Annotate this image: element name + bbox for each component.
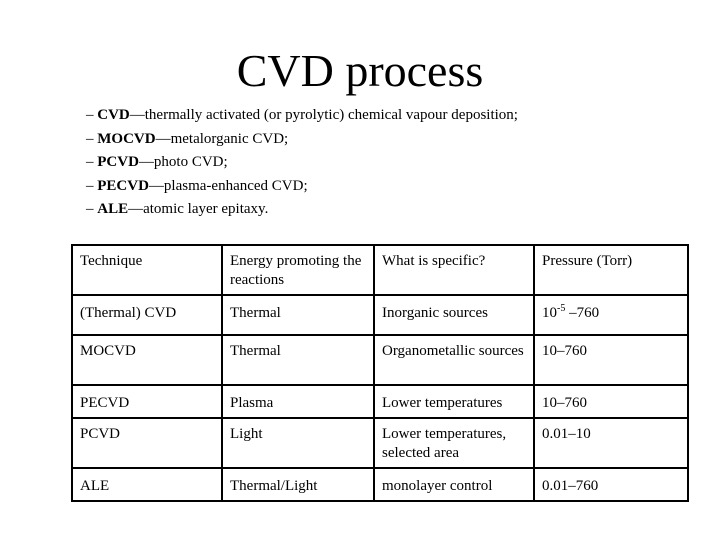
bullet-dash: – — [86, 154, 94, 170]
bullet-dash: – — [86, 130, 94, 147]
bullet-item — [86, 128, 518, 152]
cell-specific: Lower temperatures — [374, 385, 534, 418]
cell-technique: PCVD — [72, 418, 222, 468]
bullet-term: PECVD — [97, 177, 149, 194]
bullet-term: MOCVD — [97, 130, 156, 147]
bullet-dash: – — [86, 177, 94, 194]
cell-technique: ALE — [72, 468, 222, 501]
bullet-definition: —thermally activated (or pyrolytic) chemical vapour deposition; — [129, 107, 518, 123]
cell-technique: (Thermal) CVD — [72, 295, 222, 335]
cell-energy: Thermal — [222, 295, 374, 335]
table-row — [72, 468, 688, 501]
cell-energy: Thermal/Light — [222, 468, 374, 501]
table-row — [72, 385, 688, 418]
bullet-item — [86, 151, 518, 175]
table-row — [72, 418, 688, 468]
header-pressure: Pressure (Torr) — [534, 245, 688, 295]
bullet-definition: —atomic layer epitaxy. — [128, 201, 269, 217]
header-specific: What is specific? — [374, 245, 534, 295]
bullet-item — [86, 104, 518, 128]
bullet-definition: —metalorganic CVD; — [155, 130, 289, 147]
bullet-list — [86, 104, 518, 222]
table-row — [72, 295, 688, 335]
cell-specific: Organometallic sources — [374, 335, 534, 385]
pressure-rest: –760 — [565, 305, 600, 321]
bullet-item — [86, 198, 518, 222]
cell-pressure: 0.01–10 — [534, 418, 688, 468]
cvd-techniques-table — [71, 244, 689, 502]
cell-specific: Lower temperatures, selected area — [374, 418, 534, 468]
bullet-term: PCVD — [97, 154, 139, 170]
cell-energy: Light — [222, 418, 374, 468]
bullet-definition: —plasma-enhanced CVD; — [148, 177, 308, 194]
cell-specific: Inorganic sources — [374, 295, 534, 335]
bullet-item — [86, 175, 518, 199]
slide-title: CVD process — [236, 45, 484, 96]
pressure-base: 10 — [542, 305, 557, 321]
header-technique: Technique — [72, 245, 222, 295]
cell-specific: monolayer control — [374, 468, 534, 501]
bullet-term: CVD — [97, 107, 130, 123]
bullet-dash: – — [86, 107, 94, 123]
cell-energy: Thermal — [222, 335, 374, 385]
cell-pressure: 10–760 — [534, 385, 688, 418]
header-energy: Energy promoting the reactions — [222, 245, 374, 295]
cell-energy: Plasma — [222, 385, 374, 418]
bullet-dash: – — [86, 201, 94, 217]
cell-pressure — [534, 295, 688, 335]
bullet-term: ALE — [97, 201, 129, 217]
bullet-definition: —photo CVD; — [138, 154, 228, 170]
table-row — [72, 335, 688, 385]
cell-technique: MOCVD — [72, 335, 222, 385]
cell-pressure: 0.01–760 — [534, 468, 688, 501]
cell-pressure: 10–760 — [534, 335, 688, 385]
table-header-row — [72, 245, 688, 295]
pressure-exponent: -5 — [557, 303, 566, 314]
cell-technique: PECVD — [72, 385, 222, 418]
